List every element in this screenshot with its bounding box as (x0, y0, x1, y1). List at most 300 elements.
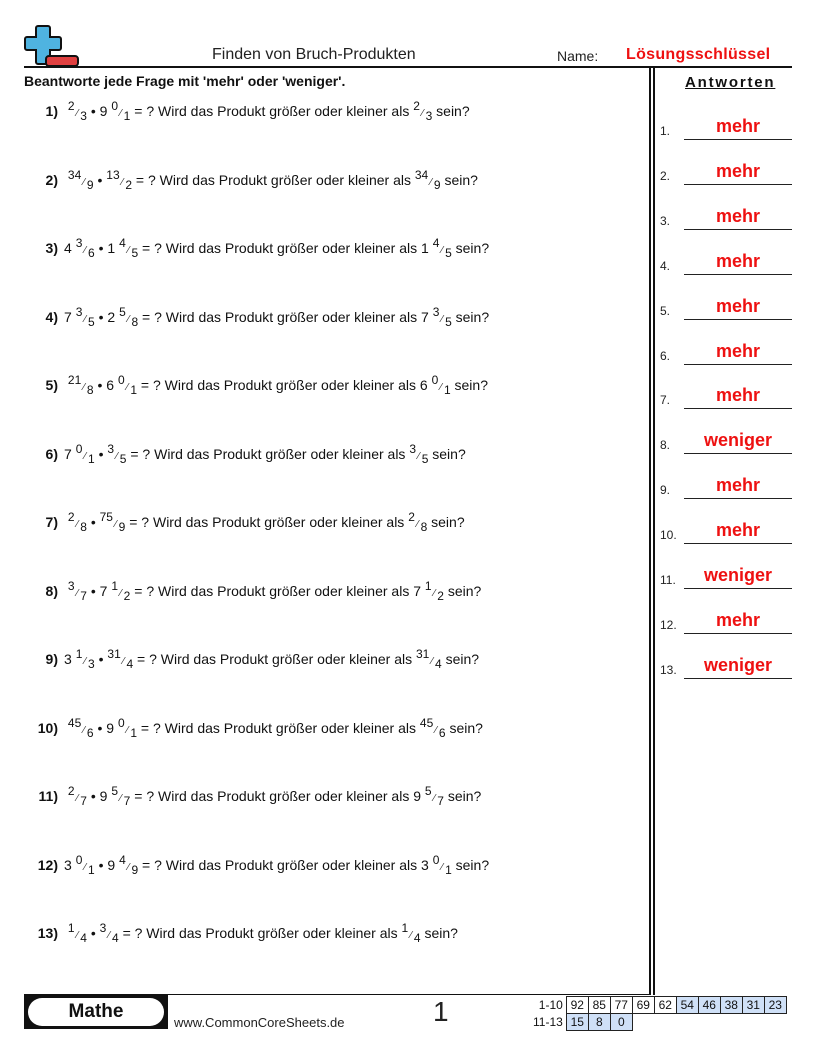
mixed-number (413, 99, 433, 123)
denominator: 5 (421, 452, 429, 466)
whole-part: 9 (107, 857, 116, 873)
mixed-number (99, 579, 131, 603)
numerator: 3 (432, 305, 440, 319)
question-text: = ? Wird das Produkt größer oder kleiner als (140, 377, 416, 393)
answer-line (684, 408, 792, 409)
fraction-slash: ⁄ (120, 588, 122, 599)
fraction-slash: ⁄ (441, 314, 444, 325)
answer-number: 7. (660, 393, 671, 408)
numerator: 1 (401, 921, 409, 935)
name-label: Name: (557, 48, 599, 64)
denominator: 1 (88, 452, 95, 466)
question-number: 13) (37, 925, 58, 941)
denominator: 4 (111, 931, 119, 945)
denominator: 1 (443, 383, 451, 397)
question-text: = ? Wird das Produkt größer oder kleiner als (122, 925, 398, 941)
mixed-number (107, 647, 134, 671)
denominator: 6 (86, 726, 94, 740)
denominator: 3 (80, 109, 87, 123)
score-cell: 92 (566, 997, 588, 1014)
question-end: sein? (431, 514, 465, 530)
mixed-number (64, 373, 94, 397)
question-number: 10) (37, 720, 58, 736)
denominator: 6 (438, 726, 446, 740)
answer-value: mehr (715, 295, 760, 316)
numerator: 1 (67, 921, 75, 935)
denominator: 5 (445, 315, 452, 329)
numerator: 3 (75, 236, 83, 250)
answer-number: 11. (660, 573, 676, 587)
whole-part: 1 (421, 240, 429, 256)
question-text: = ? Wird das Produkt größer oder kleiner als (140, 720, 416, 736)
question-text: = ? Wird das Produkt größer oder kleiner als (142, 240, 418, 256)
numerator: 3 (99, 921, 107, 935)
answer-number: 6. (660, 348, 671, 363)
mixed-number (64, 168, 94, 192)
answer-line (684, 274, 792, 275)
numerator: 3 (107, 442, 115, 456)
denominator: 6 (88, 246, 95, 260)
question-text: = ? Wird das Produkt größer oder kleiner als (134, 583, 410, 599)
worksheet-title: Finden von Bruch-Produkten (212, 46, 416, 63)
answer-item (660, 514, 792, 544)
mixed-number (107, 853, 139, 877)
fraction-slash: ⁄ (116, 451, 118, 462)
denominator: 4 (435, 657, 442, 671)
column-divider (649, 67, 655, 995)
question-number: 2) (45, 172, 58, 188)
question-text: = ? Wird das Produkt größer oder kleiner als (135, 172, 411, 188)
fraction-slash: ⁄ (126, 725, 129, 736)
fraction-slash: ⁄ (433, 588, 436, 599)
numerator: 1 (75, 647, 83, 661)
numerator: 2 (413, 99, 420, 113)
denominator: 4 (126, 657, 134, 671)
answer-value: weniger (703, 430, 773, 451)
answer-line (684, 588, 792, 589)
fraction-slash: ⁄ (84, 245, 87, 256)
whole-part: 3 (64, 857, 72, 873)
fraction-slash: ⁄ (441, 245, 444, 256)
denominator: 7 (80, 589, 87, 603)
fraction-slash: ⁄ (84, 314, 87, 325)
whole-part: 6 (419, 377, 428, 393)
score-cell: 69 (632, 997, 654, 1014)
mixed-number (107, 236, 139, 260)
question-item (24, 579, 482, 603)
question-item (24, 784, 482, 808)
answer-item (660, 200, 792, 230)
answer-value: mehr (715, 520, 760, 541)
answer-value: mehr (715, 475, 760, 496)
question-number: 12) (37, 857, 58, 873)
question-end: sein? (455, 857, 490, 873)
denominator: 2 (125, 178, 133, 192)
mixed-number (413, 579, 444, 603)
numerator: 0 (117, 373, 125, 387)
question-text: = ? Wird das Produkt größer oder kleiner als (142, 857, 418, 873)
denominator: 2 (437, 589, 444, 603)
denominator: 7 (80, 794, 87, 808)
answer-number: 8. (660, 438, 671, 453)
numerator: 5 (111, 784, 118, 798)
answer-item (660, 469, 792, 499)
fraction-slash: ⁄ (84, 656, 87, 667)
denominator: 1 (123, 109, 131, 123)
mixed-number (419, 716, 446, 740)
fraction-slash: ⁄ (76, 793, 79, 804)
answer-item (660, 155, 792, 185)
mixed-number (106, 716, 138, 740)
question-item (24, 921, 458, 945)
fraction-slash: ⁄ (84, 451, 87, 462)
mixed-number (414, 168, 441, 192)
mixed-number (64, 236, 95, 260)
numerator: 2 (67, 784, 75, 798)
score-cell: 0 (610, 1014, 632, 1031)
question-end: sein? (449, 720, 483, 736)
score-cell: 8 (588, 1014, 610, 1031)
numerator: 0 (75, 853, 83, 867)
fraction-slash: ⁄ (430, 177, 432, 188)
multiply-dot: • (98, 240, 104, 256)
denominator: 8 (86, 383, 94, 397)
score-row (530, 997, 786, 1014)
multiply-dot: • (90, 103, 96, 119)
header-rule (24, 66, 792, 68)
answer-item (660, 424, 792, 454)
answer-line (684, 678, 792, 679)
score-cell: 46 (698, 997, 720, 1014)
denominator: 9 (433, 178, 441, 192)
denominator: 9 (131, 863, 139, 877)
mixed-number (64, 305, 95, 329)
question-end: sein? (454, 377, 488, 393)
whole-part: 3 (64, 651, 72, 667)
denominator: 4 (413, 931, 421, 945)
fraction-slash: ⁄ (127, 245, 130, 256)
question-end: sein? (444, 172, 478, 188)
fraction-slash: ⁄ (120, 108, 122, 119)
question-number: 11) (38, 788, 58, 804)
fraction-slash: ⁄ (421, 108, 424, 119)
fraction-slash: ⁄ (76, 930, 79, 941)
answer-value: mehr (715, 340, 760, 361)
numerator: 5 (119, 305, 126, 319)
answer-item (660, 290, 792, 320)
question-item (24, 716, 483, 740)
answer-line (684, 184, 792, 185)
whole-part: 9 (99, 788, 108, 804)
score-cell: 31 (742, 997, 764, 1014)
site-url: www.CommonCoreSheets.de (174, 1015, 345, 1030)
numerator: 31 (107, 647, 121, 661)
answer-item (660, 649, 792, 679)
answer-value: mehr (715, 205, 760, 226)
fraction-slash: ⁄ (114, 519, 117, 530)
denominator: 5 (88, 315, 95, 329)
answer-item (660, 559, 792, 589)
denominator: 3 (425, 109, 433, 123)
fraction-slash: ⁄ (83, 382, 85, 393)
numerator: 34 (414, 168, 429, 182)
fraction-slash: ⁄ (440, 382, 442, 393)
mixed-number (64, 784, 87, 808)
question-item (24, 647, 480, 671)
answer-line (684, 319, 792, 320)
question-number: 5) (45, 377, 58, 393)
numerator: 3 (67, 579, 75, 593)
page-number: 1 (433, 996, 449, 1027)
mixed-number (419, 373, 451, 397)
multiply-dot: • (97, 720, 103, 736)
question-number: 8) (45, 583, 58, 599)
mixed-number (99, 921, 119, 945)
multiply-dot: • (98, 309, 104, 325)
numerator: 5 (424, 784, 432, 798)
numerator: 0 (111, 99, 118, 113)
question-item (24, 510, 465, 534)
numerator: 45 (67, 716, 82, 730)
answer-value: mehr (715, 385, 760, 406)
answer-item (660, 335, 792, 365)
denominator: 5 (131, 246, 139, 260)
fraction-slash: ⁄ (431, 656, 434, 667)
denominator: 1 (88, 863, 95, 877)
numerator: 4 (119, 236, 126, 250)
answer-number: 10. (660, 528, 677, 543)
mixed-number (64, 921, 87, 945)
denominator: 8 (80, 520, 87, 534)
mixed-number (99, 510, 126, 534)
instructions: Beantworte jede Frage mit 'mehr' oder 'weniger'. (24, 73, 346, 89)
numerator: 0 (75, 442, 83, 456)
whole-part: 9 (99, 103, 108, 119)
score-cell: 38 (720, 997, 742, 1014)
score-cell: 77 (610, 997, 632, 1014)
numerator: 34 (67, 168, 82, 182)
numerator: 3 (409, 442, 417, 456)
question-number: 9) (45, 651, 58, 667)
question-item (24, 236, 490, 260)
fraction-slash: ⁄ (76, 108, 79, 119)
multiply-dot: • (90, 788, 96, 804)
question-end: sein? (424, 925, 458, 941)
score-cell: 15 (566, 1014, 588, 1031)
question-text: = ? Wird das Produkt größer oder kleiner als (137, 651, 413, 667)
score-cell: 62 (654, 997, 676, 1014)
answer-number: 9. (660, 483, 671, 498)
mixed-number (408, 510, 428, 534)
multiply-dot: • (98, 651, 104, 667)
question-text: = ? Wird das Produkt größer oder kleiner als (130, 446, 406, 462)
question-item (24, 853, 490, 877)
answer-number: 2. (660, 168, 671, 183)
answer-item (660, 379, 792, 409)
fraction-slash: ⁄ (108, 930, 110, 941)
answer-item (660, 245, 792, 275)
numerator: 1 (111, 579, 118, 593)
denominator: 7 (123, 794, 131, 808)
question-text: = ? Wird das Produkt größer oder kleiner als (129, 514, 405, 530)
fraction-slash: ⁄ (418, 451, 420, 462)
mixed-number (107, 305, 139, 329)
answer-number: 13. (660, 662, 677, 677)
multiply-dot: • (90, 514, 96, 530)
numerator: 31 (416, 647, 430, 661)
numerator: 0 (431, 373, 439, 387)
score-cell: 54 (676, 997, 698, 1014)
question-item (24, 305, 490, 329)
question-text: = ? Wird das Produkt größer oder kleiner als (134, 103, 410, 119)
fraction-slash: ⁄ (120, 793, 122, 804)
whole-part: 2 (107, 309, 116, 325)
answer-value: mehr (715, 250, 760, 271)
fraction-slash: ⁄ (121, 177, 124, 188)
whole-part: 3 (421, 857, 429, 873)
whole-part: 1 (107, 240, 116, 256)
answer-line (684, 139, 792, 140)
mixed-number (64, 853, 95, 877)
question-end: sein? (447, 583, 482, 599)
question-end: sein? (455, 309, 490, 325)
question-number: 6) (45, 446, 58, 462)
denominator: 1 (130, 383, 138, 397)
score-range: 1-10 (538, 998, 563, 1012)
mixed-number (64, 510, 87, 534)
answer-line (684, 364, 792, 365)
mixed-number (64, 99, 87, 123)
question-end: sein? (432, 446, 466, 462)
fraction-slash: ⁄ (83, 725, 85, 736)
multiply-dot: • (98, 446, 104, 462)
numerator: 13 (106, 168, 120, 182)
question-item (24, 442, 466, 466)
mixed-number (64, 442, 95, 466)
answer-number: 1. (660, 124, 671, 138)
multiply-dot: • (98, 857, 104, 873)
score-cell: 85 (588, 997, 610, 1014)
mixed-number (401, 921, 421, 945)
answer-line (684, 498, 792, 499)
fraction-slash: ⁄ (435, 725, 437, 736)
answer-value: weniger (703, 565, 773, 585)
answer-number: 5. (660, 303, 671, 318)
answers-heading: Antworten (685, 74, 776, 91)
whole-part: 9 (106, 720, 115, 736)
fraction-slash: ⁄ (83, 177, 85, 188)
answer-line (684, 229, 792, 230)
denominator: 7 (437, 794, 444, 808)
numerator: 21 (67, 373, 82, 387)
fraction-slash: ⁄ (127, 862, 130, 873)
denominator: 8 (420, 520, 428, 534)
question-end: sein? (447, 788, 482, 804)
mixed-number (64, 716, 94, 740)
subject-badge (24, 995, 168, 1029)
fraction-slash: ⁄ (127, 314, 130, 325)
denominator: 1 (130, 726, 138, 740)
numerator: 1 (424, 579, 432, 593)
whole-part: 7 (99, 583, 108, 599)
question-text: = ? Wird das Produkt größer oder kleiner als (134, 788, 410, 804)
denominator: 5 (445, 246, 452, 260)
answer-value: mehr (715, 609, 760, 630)
answer-number: 4. (660, 258, 671, 273)
mixed-number (99, 99, 131, 123)
question-text: = ? Wird das Produkt größer oder kleiner als (142, 309, 418, 325)
plus-minus-logo-icon (24, 24, 80, 68)
mixed-number (413, 784, 444, 808)
fraction-slash: ⁄ (416, 519, 419, 530)
whole-part: 7 (421, 309, 429, 325)
fraction-slash: ⁄ (76, 588, 79, 599)
numerator: 2 (67, 99, 75, 113)
answer-number: 12. (660, 617, 677, 632)
answer-item (660, 110, 792, 140)
mixed-number (421, 236, 452, 260)
fraction-slash: ⁄ (433, 793, 436, 804)
denominator: 5 (119, 452, 127, 466)
denominator: 8 (131, 315, 139, 329)
score-range: 11-13 (533, 1015, 563, 1029)
fraction-slash: ⁄ (122, 656, 125, 667)
denominator: 3 (88, 657, 95, 671)
numerator: 2 (408, 510, 415, 524)
question-end: sein? (455, 240, 490, 256)
multiply-dot: • (97, 172, 103, 188)
question-number: 4) (45, 309, 58, 325)
answer-line (684, 633, 792, 634)
whole-part: 7 (413, 583, 422, 599)
answer-value: weniger (703, 654, 773, 675)
score-table (530, 996, 787, 1031)
mixed-number (106, 373, 138, 397)
answer-line (684, 453, 792, 454)
fraction-slash: ⁄ (410, 930, 412, 941)
question-item (24, 99, 470, 123)
numerator: 0 (117, 716, 125, 730)
score-cell: 23 (764, 997, 786, 1014)
question-end: sein? (436, 103, 470, 119)
mixed-number (99, 784, 131, 808)
multiply-dot: • (97, 377, 103, 393)
answer-item (660, 604, 792, 634)
whole-part: 9 (413, 788, 422, 804)
fraction-slash: ⁄ (76, 519, 79, 530)
question-number: 1) (45, 103, 58, 119)
answer-value: mehr (715, 116, 760, 136)
multiply-dot: • (90, 925, 96, 941)
numerator: 75 (99, 510, 113, 524)
mixed-number (106, 168, 133, 192)
fraction-slash: ⁄ (126, 382, 129, 393)
fraction-slash: ⁄ (441, 862, 444, 873)
name-value: Lösungsschlüssel (626, 46, 771, 63)
mixed-number (64, 579, 87, 603)
denominator: 9 (118, 520, 126, 534)
mixed-number (107, 442, 127, 466)
fraction-slash: ⁄ (84, 862, 87, 873)
mixed-number (64, 647, 95, 671)
numerator: 4 (119, 853, 126, 867)
mixed-number (421, 853, 452, 877)
mixed-number (416, 647, 442, 671)
answer-line (684, 543, 792, 544)
denominator: 1 (445, 863, 452, 877)
whole-part: 6 (106, 377, 115, 393)
numerator: 0 (432, 853, 440, 867)
